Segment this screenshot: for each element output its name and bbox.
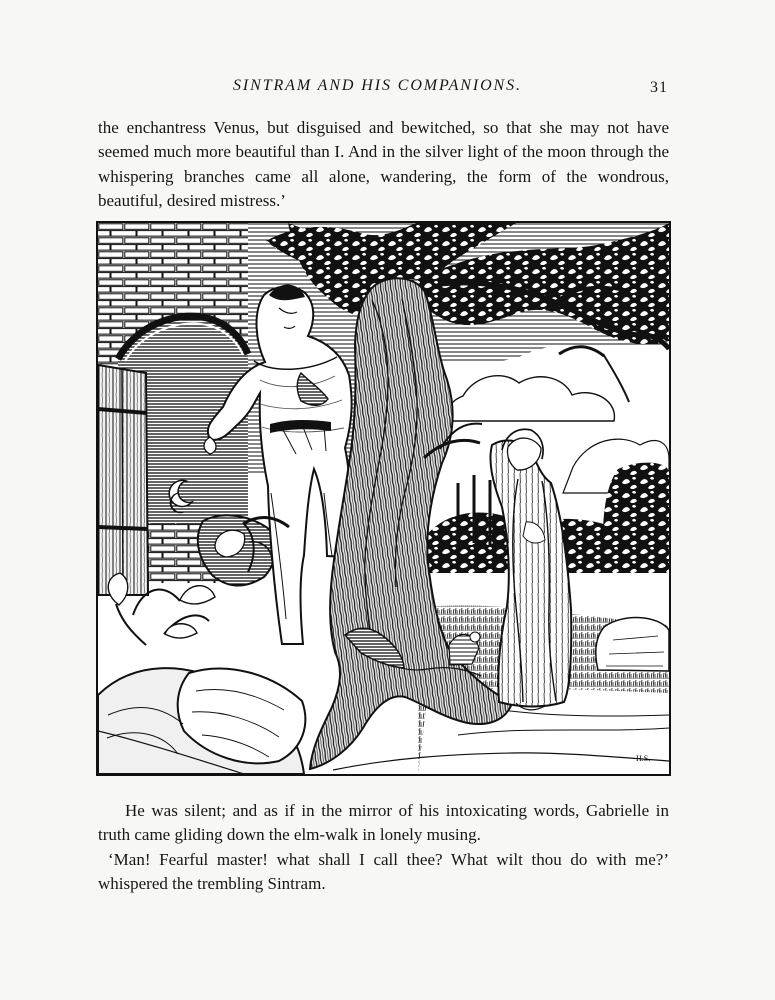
top-paragraph: the enchantress Venus, but disguised and bewitched, so that she may not have seemed much more beautiful than I. And in the silver light of the moon through the whispering branches came all alone, wandering, the form of the wondrous, beautiful, desired mistress.’ bbox=[98, 118, 669, 210]
engraving-illustration bbox=[96, 221, 671, 776]
running-title: SINTRAM AND HIS COMPANIONS. bbox=[233, 77, 522, 94]
running-head bbox=[0, 77, 775, 101]
bottom-text-block bbox=[98, 799, 669, 896]
page-number: 31 bbox=[650, 79, 668, 96]
engraving-svg bbox=[98, 223, 669, 774]
bottom-paragraph-1: He was silent; and as if in the mirror of his intoxicating words, Gabrielle in truth came gliding down the elm-walk in lonely musing. bbox=[98, 801, 669, 845]
bottom-paragraph-2: ‘Man! Fearful master! what shall I call thee? What wilt thou do with me?’ whispered the trembling Sintram. bbox=[98, 849, 669, 893]
artist-signature: H.S. bbox=[636, 754, 651, 763]
top-text-block bbox=[98, 116, 669, 213]
